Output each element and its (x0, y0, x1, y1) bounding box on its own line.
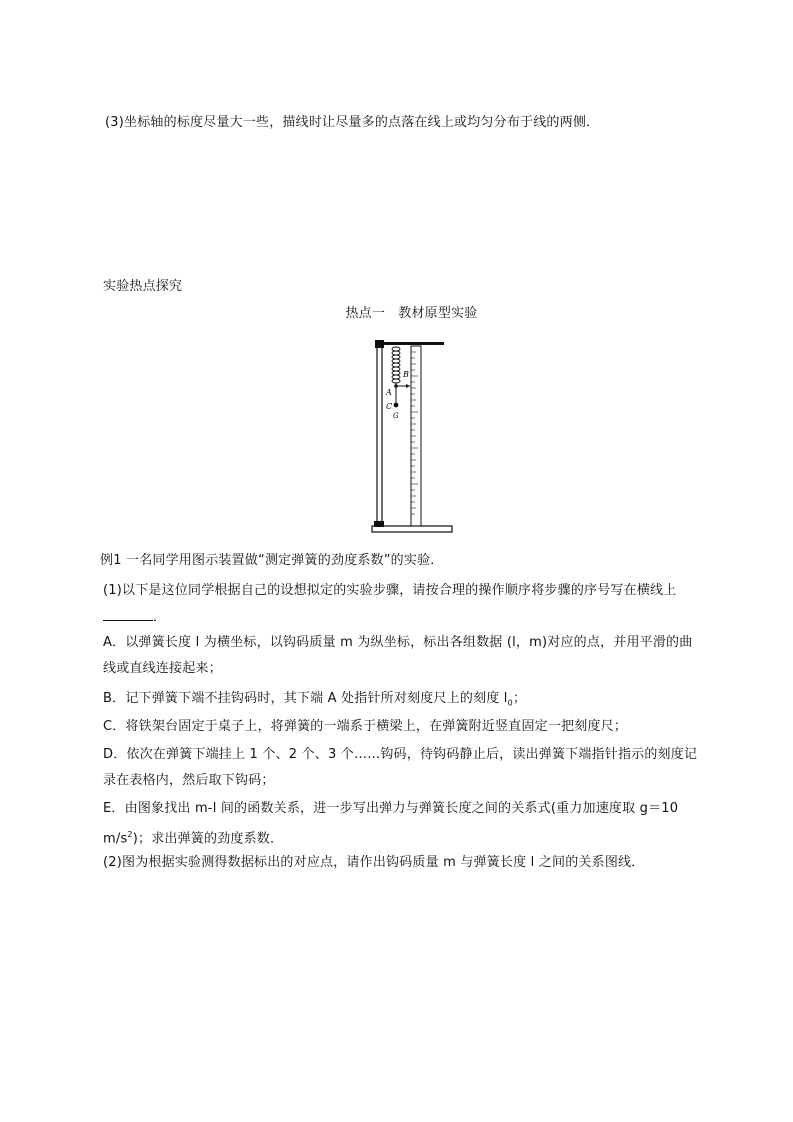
ruler-ticks (411, 352, 418, 514)
label-c: C (386, 402, 393, 411)
step-a-line-1: A．以弹簧长度 l 为横坐标，以钩码质量 m 为纵坐标，标出各组数据 (l，m)对应的点，并用平滑的曲 (103, 635, 693, 650)
step-e-end: )；求出弹簧的劲度系数． (132, 831, 284, 847)
step-b-subscript: 0 (507, 698, 513, 708)
spring-experiment-figure (370, 338, 454, 534)
step-b-end: ； (512, 691, 527, 706)
hotspot-title: 热点一 教材原型实验 (345, 306, 478, 321)
step-d-line-2: 录在表格内，然后取下钩码； (103, 773, 275, 788)
step-a-line-2: 线或直线连接起来； (103, 661, 222, 676)
crossbeam (382, 342, 444, 345)
step-b (103, 690, 526, 713)
section-title: 实验热点探究 (103, 279, 183, 294)
spring (392, 347, 400, 383)
question-2: (2)图为根据实验测得数据标出的对应点，请作出钩码质量 m 与弹簧长度 l 之间的关系图线． (103, 855, 645, 870)
label-a: A (386, 388, 392, 397)
weight-c (394, 403, 399, 408)
step-e-superscript: 2 (127, 830, 133, 839)
answer-blank[interactable] (103, 608, 153, 621)
step-b-text: B．记下弹簧下端不挂钩码时，其下端 A 处指针所对刻度尺上的刻度 l (103, 691, 508, 706)
label-g: G (393, 412, 399, 420)
label-b: B (403, 370, 409, 379)
step-e-line-1: E．由图象找出 m-l 间的函数关系，进一步写出弹力与弹簧长度之间的关系式(重力加速度取 g＝10 (103, 801, 679, 816)
note-3: (3)坐标轴的标度尽量大一些，描线时让尽量多的点落在线上或均匀分布于线的两侧． (105, 115, 600, 130)
step-c: C．将铁架台固定于桌子上，将弹簧的一端系于横梁上，在弹簧附近竖直固定一把刻度尺； (103, 719, 628, 734)
example-intro: 例1 一名同学用图示装置做“测定弹簧的劲度系数”的实验． (100, 553, 444, 568)
point-a (394, 384, 398, 388)
answer-blank-line (103, 608, 166, 627)
question-1: (1)以下是这位同学根据自己的设想拟定的实验步骤，请按合理的操作顺序将步骤的序号写在横线上 (103, 583, 677, 598)
step-d-line-1: D．依次在弹簧下端挂上 1 个、2 个、3 个……钩码，待钩码静止后，读出弹簧下端指针指示的刻度记 (103, 747, 698, 762)
question-1-end: ． (153, 610, 167, 625)
step-e-unit: m/s (103, 831, 128, 847)
stand-rod (377, 342, 382, 526)
step-e-line-2 (103, 826, 283, 848)
